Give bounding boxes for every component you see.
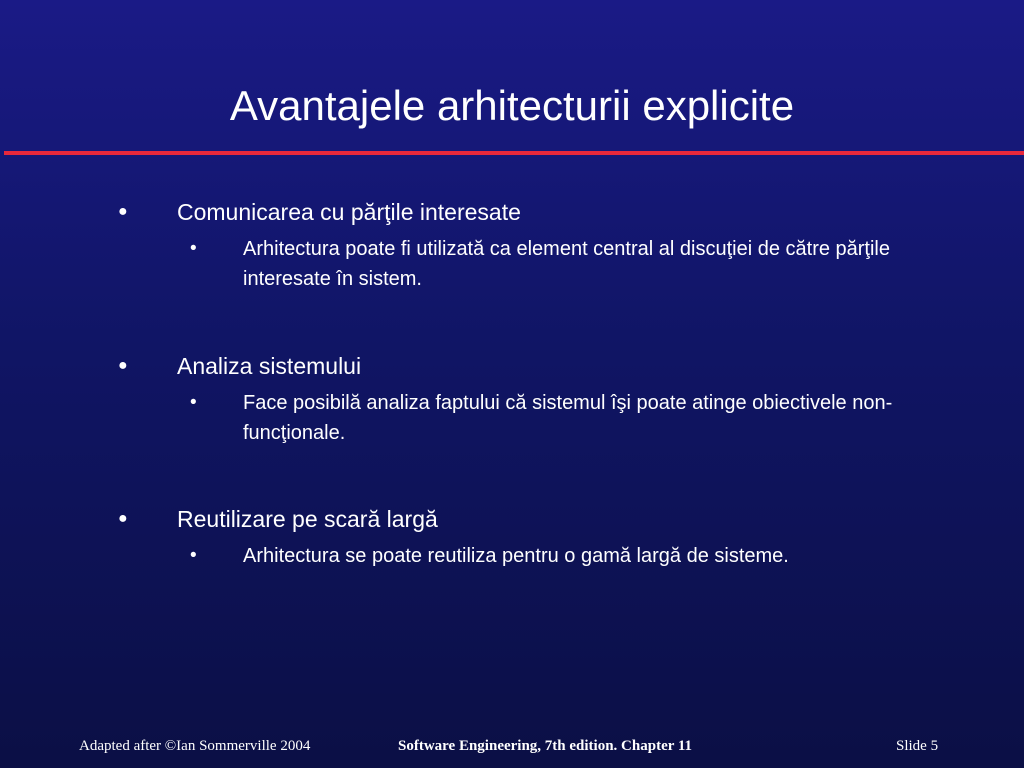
level1-item [0,503,1024,535]
level2-text: Arhitectura se poate reutiliza pentru o gamă largă de sisteme. [243,545,789,567]
footer-book-title: Software Engineering, 7th edition. Chapter 11 [398,738,693,754]
level1-text: Comunicarea cu părţile interesate [177,199,521,225]
level1-item [0,196,1024,228]
level1-item [0,350,1024,382]
level2-text: Face posibilă analiza faptului că sistemul îşi poate atinge obiectivele non-funcţionale. [243,392,893,444]
bullet-dot-icon: ● [118,203,128,220]
level1-text: Reutilizare pe scară largă [177,506,438,532]
level1-text: Analiza sistemului [177,353,362,379]
footer-slide-number: Slide 5 [896,738,939,754]
slide-title: Avantajele arhitecturii explicite [229,82,795,129]
bullet-small-dot-icon: • [190,545,197,566]
bullet-dot-icon: ● [118,357,128,374]
level2-text: Arhitectura poate fi utilizată ca element central al discuţiei de către părţile interesate în sistem. [243,238,891,290]
bullet-dot-icon: ● [118,510,128,527]
bullet-small-dot-icon: • [190,238,197,259]
bullet-small-dot-icon: • [190,392,197,413]
footer-copyright: Adapted after ©Ian Sommerville 2004 [79,738,311,754]
